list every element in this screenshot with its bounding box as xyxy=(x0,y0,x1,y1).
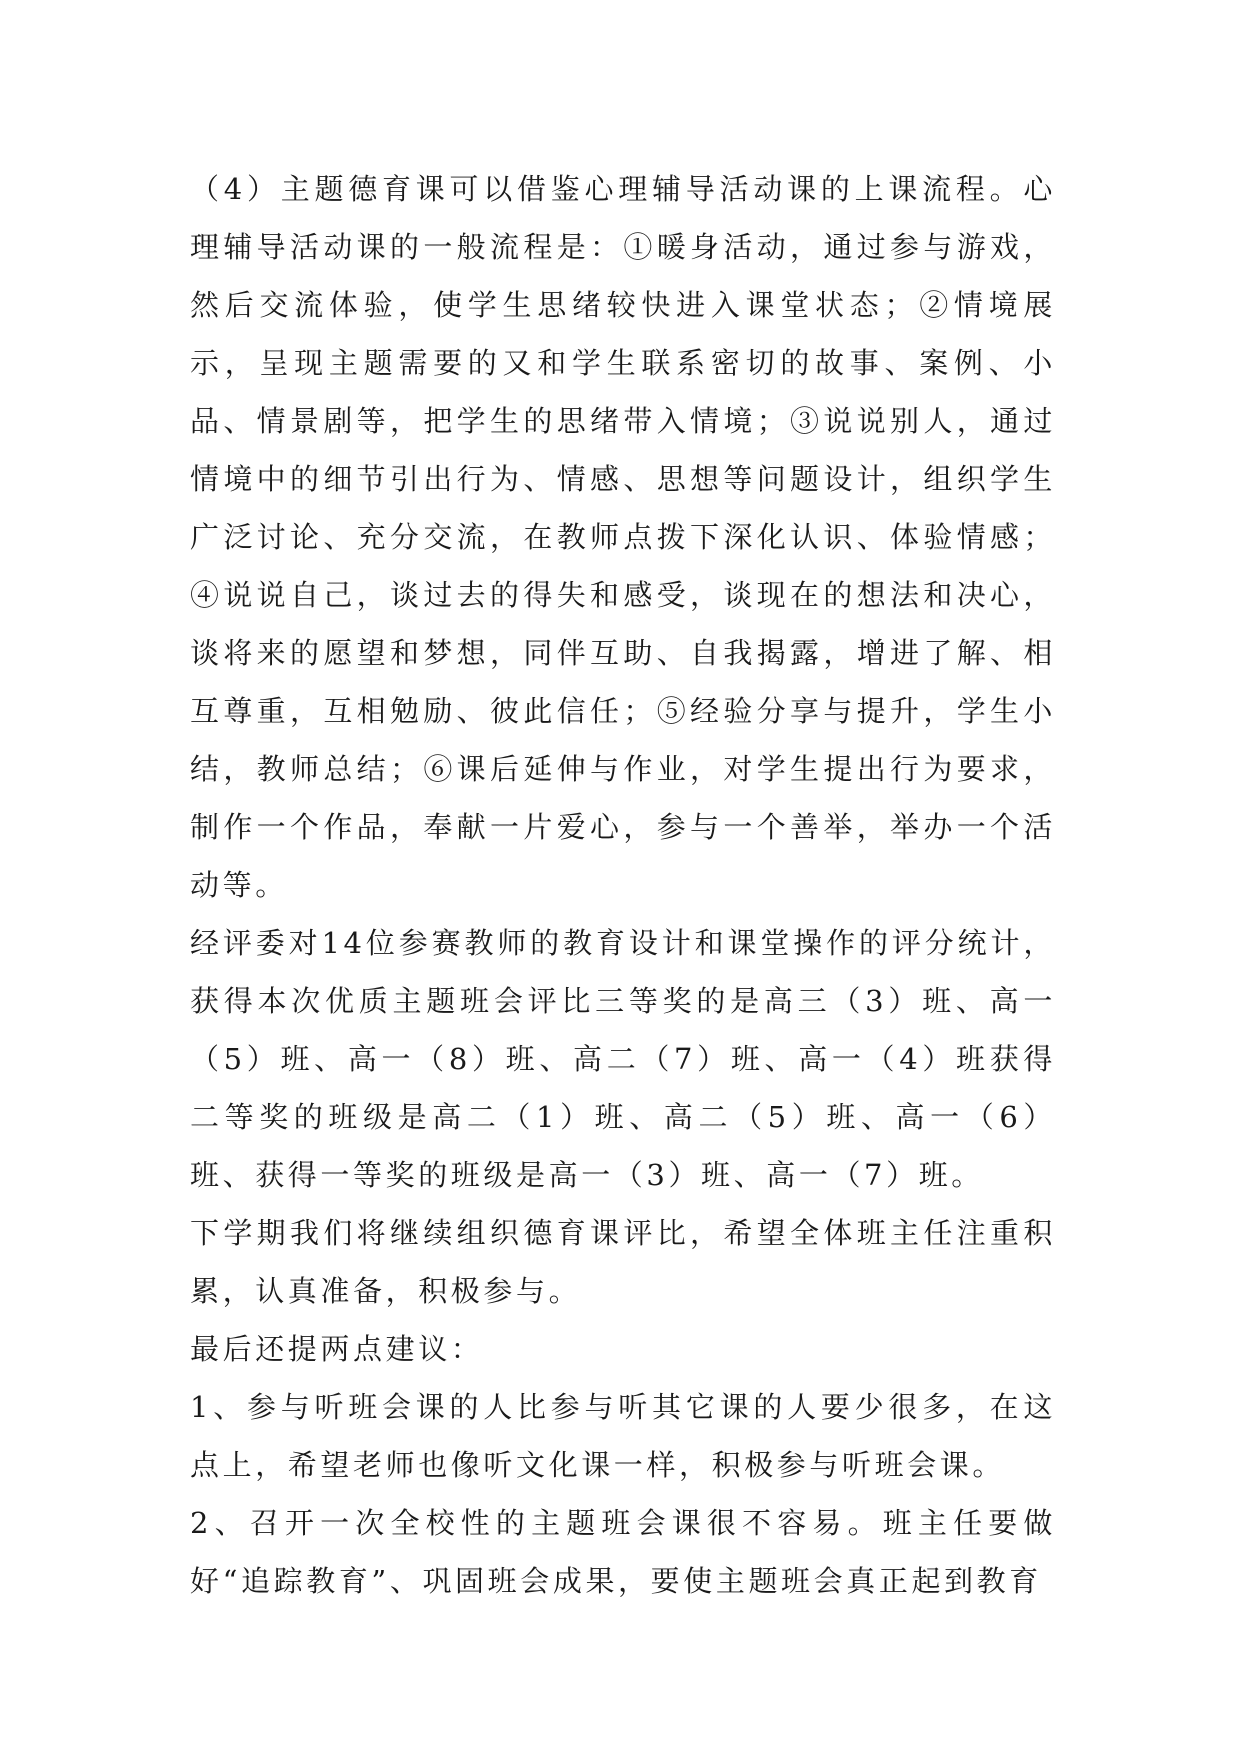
paragraph-next-semester: 下学期我们将继续组织德育课评比，希望全体班主任注重积累，认真准备，积极参与。 xyxy=(190,1216,1056,1308)
paragraph-suggestion-2: 2、召开一次全校性的主题班会课很不容易。班主任要做好“追踪教育”、巩固班会成果，要使主题班会真正起到教育 xyxy=(190,1506,1056,1598)
paragraph-suggestions-heading: 最后还提两点建议： xyxy=(190,1332,484,1366)
paragraph-suggestion-1: 1、参与听班会课的人比参与听其它课的人要少很多，在这点上，希望老师也像听文化课一样，积极参与听班会课。 xyxy=(190,1390,1056,1482)
paragraph-award-results: 经评委对14位参赛教师的教育设计和课堂操作的评分统计，获得本次优质主题班会评比三等奖的是高三（3）班、高一（5）班、高一（8）班、高二（7）班、高一（4）班获得二等奖的班级是高二（1）班、高二（5）班、高一（6）班、获得一等奖的班级是高一（3）班、高一（7）班。 xyxy=(190,926,1056,1192)
document-body xyxy=(190,160,1056,1610)
paragraph-activity-flow: （4）主题德育课可以借鉴心理辅导活动课的上课流程。心理辅导活动课的一般流程是：①暖身活动，通过参与游戏，然后交流体验，使学生思绪较快进入课堂状态；②情境展示，呈现主题需要的又和学生联系密切的故事、案例、小品、情景剧等，把学生的思绪带入情境；③说说别人，通过情境中的细节引出行为、情感、思想等问题设计，组织学生广泛讨论、充分交流，在教师点拨下深化认识、体验情感；④说说自己，谈过去的得失和感受，谈现在的想法和决心，谈将来的愿望和梦想，同伴互助、自我揭露，增进了解、相互尊重，互相勉励、彼此信任；⑤经验分享与提升，学生小结，教师总结；⑥课后延伸与作业，对学生提出行为要求，制作一个作品，奉献一片爱心，参与一个善举，举办一个活动等。 xyxy=(190,172,1056,902)
